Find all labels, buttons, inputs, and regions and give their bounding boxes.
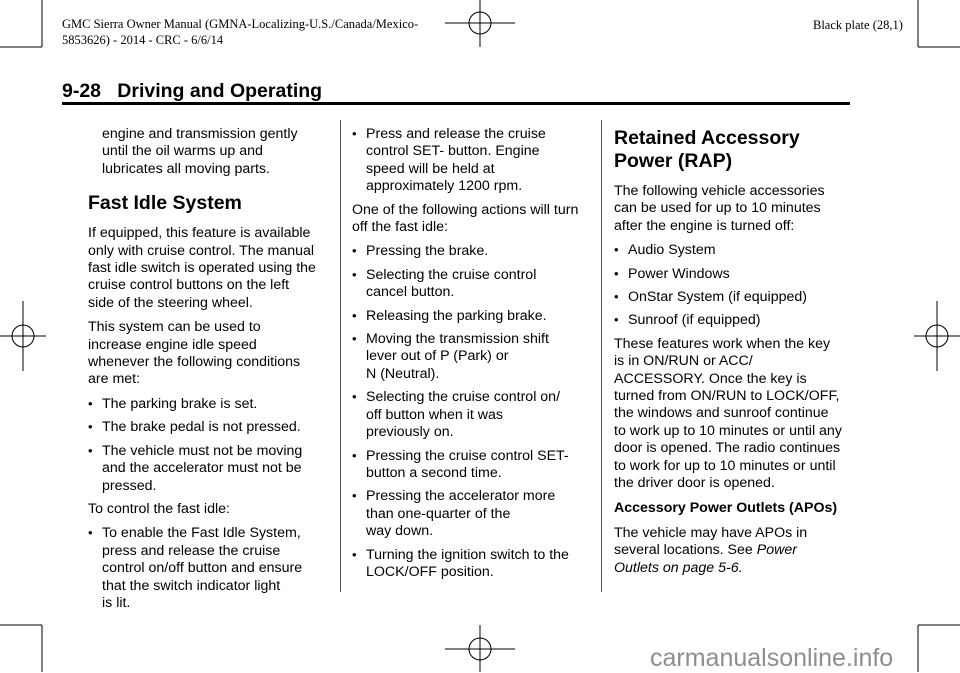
print-header [62, 16, 418, 48]
column-1 [88, 126, 338, 618]
print-header-line-2: 5853626) - 2014 - CRC - 6/6/14 [62, 33, 224, 47]
fast-idle-intro: If equipped, this feature is available only with cruise control. The manual fast idle switch is operated using the cruise control buttons on the left side of the steering wheel. [88, 225, 316, 311]
fast-idle-heading: Fast Idle System [88, 192, 242, 215]
list-item: • Press and release the cruise control SET- button. Engine speed will be held at approximately 1200 rpm. [352, 126, 597, 196]
accessories-list [614, 242, 854, 330]
list-item: • Pressing the cruise control SET- button a second time. [352, 448, 597, 483]
column-3 [614, 126, 854, 584]
apo-subheading: Accessory Power Outlets (APOs) [614, 499, 838, 516]
watermark: carmanualsonline.info [650, 644, 894, 672]
list-item: • Power Windows [614, 266, 854, 283]
steps-list [88, 525, 338, 612]
page-number: 9-28 [62, 80, 102, 102]
column-2 [352, 126, 597, 587]
list-item: • Pressing the brake. [352, 243, 597, 260]
list-item: • Pressing the accelerator more than one-quarter of the way down. [352, 488, 597, 540]
header-rule [62, 102, 850, 105]
page-header [62, 80, 322, 103]
conditions-list [88, 396, 338, 495]
actions-list [352, 243, 597, 581]
list-item: • Moving the transmission shift lever out of P (Park) or N (Neutral). [352, 331, 597, 383]
print-header-line-1: GMC Sierra Owner Manual (GMNA-Localizing-U.S./Canada/Mexico- [62, 17, 419, 31]
continuation-text: engine and transmission gently until the oil warms up and lubricates all moving parts. [102, 126, 298, 177]
list-item: • Sunroof (if equipped) [614, 312, 854, 329]
control-intro: To control the fast idle: [88, 500, 230, 517]
rap-details: These features work when the key is in ON/RUN or ACC/ ACCESSORY. Once the key is turned from ON/RUN to LOCK/OFF, the windows and sunroof continue to work up to 10 minutes or until any door is opened. The radio continues to work for up to 10 minutes or until the driver door is opened. [614, 335, 842, 492]
apo-text: The vehicle may have APOs in several locations. See Power Outlets on page 5-6. [614, 524, 808, 576]
list-item: • The brake pedal is not pressed. [88, 419, 338, 436]
list-item: • Selecting the cruise control on/ off button when it was previously on. [352, 389, 597, 441]
steps-list-continued [352, 126, 597, 196]
list-item: • Releasing the parking brake. [352, 308, 597, 325]
list-item: • Audio System [614, 242, 854, 259]
turn-off-intro: One of the following actions will turn off the fast idle: [352, 201, 579, 236]
list-item: • To enable the Fast Idle System, press and release the cruise control on/off button and ensure that the switch indicator light is lit. [88, 525, 338, 612]
column-divider-2 [601, 120, 602, 592]
power-outlets-link[interactable]: Power [756, 542, 797, 559]
list-item: • Turning the ignition switch to the LOCK/OFF position. [352, 547, 597, 582]
rap-heading: Retained Accessory Power (RAP) [614, 127, 800, 172]
rap-intro: The following vehicle accessories can be used for up to 10 minutes after the engine is turned off: [614, 183, 825, 234]
column-divider-1 [340, 120, 341, 592]
fast-idle-conditions-intro: This system can be used to increase engine idle speed whenever the following conditions are met: [88, 319, 301, 388]
list-item: • OnStar System (if equipped) [614, 289, 854, 306]
section-title: Driving and Operating [117, 80, 323, 102]
list-item: • The vehicle must not be moving and the accelerator must not be pressed. [88, 443, 338, 495]
plate-label: Black plate (28,1) [813, 18, 903, 32]
list-item: • The parking brake is set. [88, 396, 338, 413]
power-outlets-link-continued[interactable]: Outlets on page 5-6. [614, 559, 743, 576]
list-item: • Selecting the cruise control cancel button. [352, 267, 597, 302]
